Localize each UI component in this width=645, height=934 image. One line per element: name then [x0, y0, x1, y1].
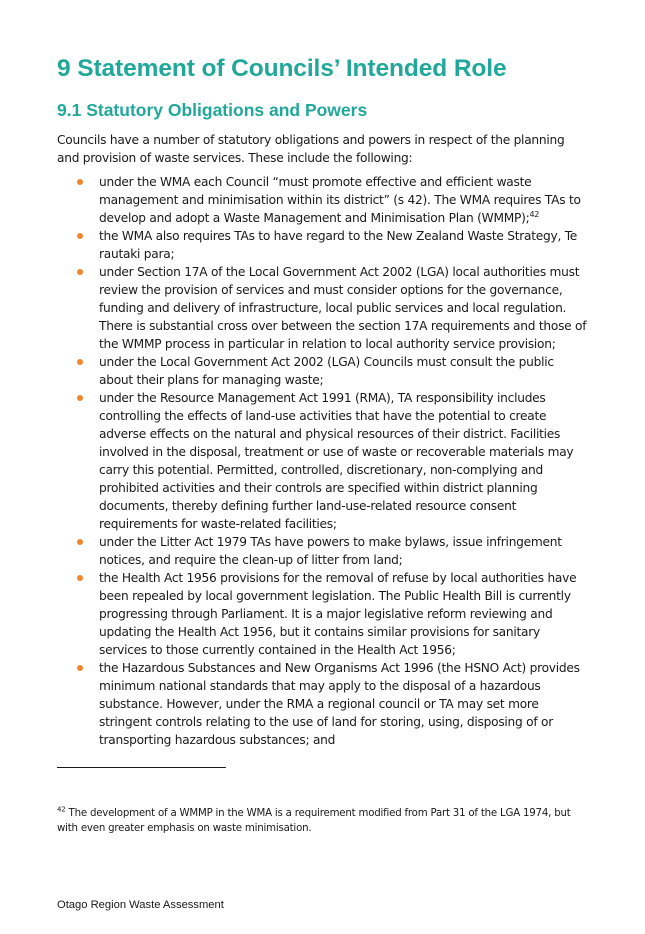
intro-paragraph: Councils have a number of statutory obligations and powers in respect of the planning and provision of waste services. These include the following:: [57, 133, 565, 165]
section-heading: 9 Statement of Councils’ Intended Role: [57, 55, 507, 82]
list-item: [57, 389, 587, 533]
footnote: [57, 806, 577, 836]
list-item: [57, 173, 587, 227]
list-item-text: under the WMA each Council “must promote effective and efficient waste management and minimisation within its district” (s 42). The WMA requires TAs to develop and adopt a Waste Management and Minimisation Plan (WMMP);: [99, 175, 581, 225]
bullet-icon: [77, 395, 83, 401]
bullet-icon: [77, 665, 83, 671]
footnote-number: 42: [57, 805, 66, 814]
list-item-text: the Hazardous Substances and New Organisms Act 1996 (the HSNO Act) provides minimum national standards that may apply to the disposal of a hazardous substance. However, under the RMA a regional council or TA may set more stringent controls relating to the use of land for storing, using, disposing of or transporting hazardous substances; and: [99, 661, 580, 747]
bullet-icon: [77, 539, 83, 545]
footnote-reference: 42: [529, 209, 540, 219]
page-footer: Otago Region Waste Assessment: [57, 899, 224, 911]
list-item-text: under the Local Government Act 2002 (LGA) Councils must consult the public about their plans for managing waste;: [99, 355, 554, 387]
obligations-list: [57, 173, 587, 749]
list-item-text: the WMA also requires TAs to have regard to the New Zealand Waste Strategy, Te rautaki para;: [99, 229, 578, 261]
list-item: [57, 227, 587, 263]
bullet-icon: [77, 359, 83, 365]
list-item-text: the Health Act 1956 provisions for the removal of refuse by local authorities have been repealed by local government legislation. The Public Health Bill is currently progressing through Parliament. It is a major legislative reform reviewing and updating the Health Act 1956, but it contains similar provisions for sanitary services to those currently contained in the Health Act 1956;: [99, 571, 577, 657]
list-item: [57, 659, 587, 749]
bullet-icon: [77, 179, 83, 185]
list-item: [57, 533, 587, 569]
list-item-text: under the Resource Management Act 1991 (RMA), TA responsibility includes controlling the effects of land-use activities that have the potential to create adverse effects on the natural and physical resources of their district. Facilities involved in the disposal, treatment or use of waste or recoverable materials may carry this potential. Permitted, controlled, discretionary, non-complying and prohibited activities and their controls are specified within district planning documents, thereby defining further land-use-related resource consent requirements for waste-related facilities;: [99, 391, 574, 531]
bullet-icon: [77, 575, 83, 581]
footnote-divider: [57, 767, 226, 768]
list-item-text: under Section 17A of the Local Government Act 2002 (LGA) local authorities must review the provision of services and must consider options for the governance, funding and delivery of infrastructure, local public services and local regulation. There is substantial cross over between the section 17A requirements and those of the WMMP process in particular in relation to local authority service provision;: [99, 265, 587, 351]
footnote-text: The development of a WMMP in the WMA is a requirement modified from Part 31 of the LGA 1974, but with even greater emphasis on waste minimisation.: [57, 808, 571, 834]
list-item: [57, 263, 587, 353]
list-item-text: under the Litter Act 1979 TAs have powers to make bylaws, issue infringement notices, and require the clean-up of litter from land;: [99, 535, 562, 567]
bullet-icon: [77, 233, 83, 239]
bullet-icon: [77, 269, 83, 275]
list-item: [57, 569, 587, 659]
subsection-heading: 9.1 Statutory Obligations and Powers: [57, 100, 368, 120]
list-item: [57, 353, 587, 389]
